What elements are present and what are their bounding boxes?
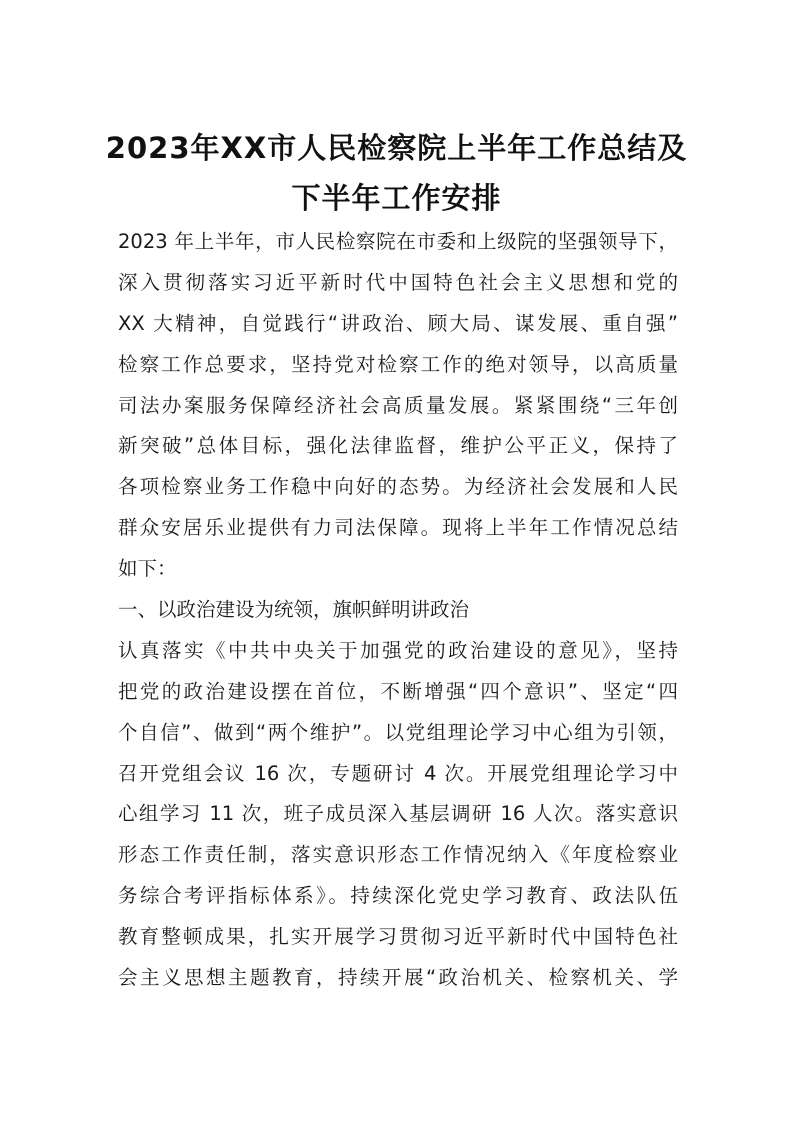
text-line: 司法办案服务保障经济社会高质量发展。紧紧围绕“三年创 xyxy=(118,393,678,417)
text-line: 教育整顿成果，扎实开展学习贯彻习近平新时代中国特色社 xyxy=(118,925,678,949)
text-line: 把党的政治建设摆在首位，不断增强“四个意识”、坚定“四 xyxy=(118,679,678,703)
text-line: 形态工作责任制，落实意识形态工作情况纳入《年度检察业 xyxy=(118,843,678,867)
text-line: 检察工作总要求，坚持党对检察工作的绝对领导，以高质量 xyxy=(118,352,678,376)
text-line: 个自信”、做到“两个维护”。以党组理论学习中心组为引领， xyxy=(118,720,678,744)
document-body xyxy=(118,222,678,999)
text-line: 群众安居乐业提供有力司法保障。现将上半年工作情况总结 xyxy=(118,516,678,540)
text-line: 深入贯彻落实习近平新时代中国特色社会主义思想和党的 xyxy=(118,270,678,294)
title-line-1: 2023年XX市人民检察院上半年工作总结及 xyxy=(105,131,688,165)
section-heading: 一、以政治建设为统领，旗帜鲜明讲政治 xyxy=(118,598,470,622)
text-line: XX 大精神，自觉践行“讲政治、顾大局、谋发展、重自强” xyxy=(118,311,678,335)
text-line: 新突破”总体目标，强化法律监督，维护公平正义，保持了 xyxy=(118,434,678,458)
text-line: 会主义思想主题教育，持续开展“政治机关、检察机关、学 xyxy=(118,966,678,990)
text-line: 召开党组会议 16 次，专题研讨 4 次。开展党组理论学习中 xyxy=(118,761,678,785)
text-line: 心组学习 11 次，班子成员深入基层调研 16 人次。落实意识 xyxy=(118,802,678,826)
text-line: 2023 年上半年，市人民检察院在市委和上级院的坚强领导下， xyxy=(118,230,678,253)
document-title xyxy=(100,123,693,223)
text-line: 各项检察业务工作稳中向好的态势。为经济社会发展和人民 xyxy=(118,475,678,499)
text-line: 如下： xyxy=(118,557,177,581)
text-line: 务综合考评指标体系》。持续深化党史学习教育、政法队伍 xyxy=(118,884,678,908)
title-line-2: 下半年工作安排 xyxy=(291,181,502,215)
text-line: 认真落实《中共中央关于加强党的政治建设的意见》，坚持 xyxy=(118,638,678,662)
